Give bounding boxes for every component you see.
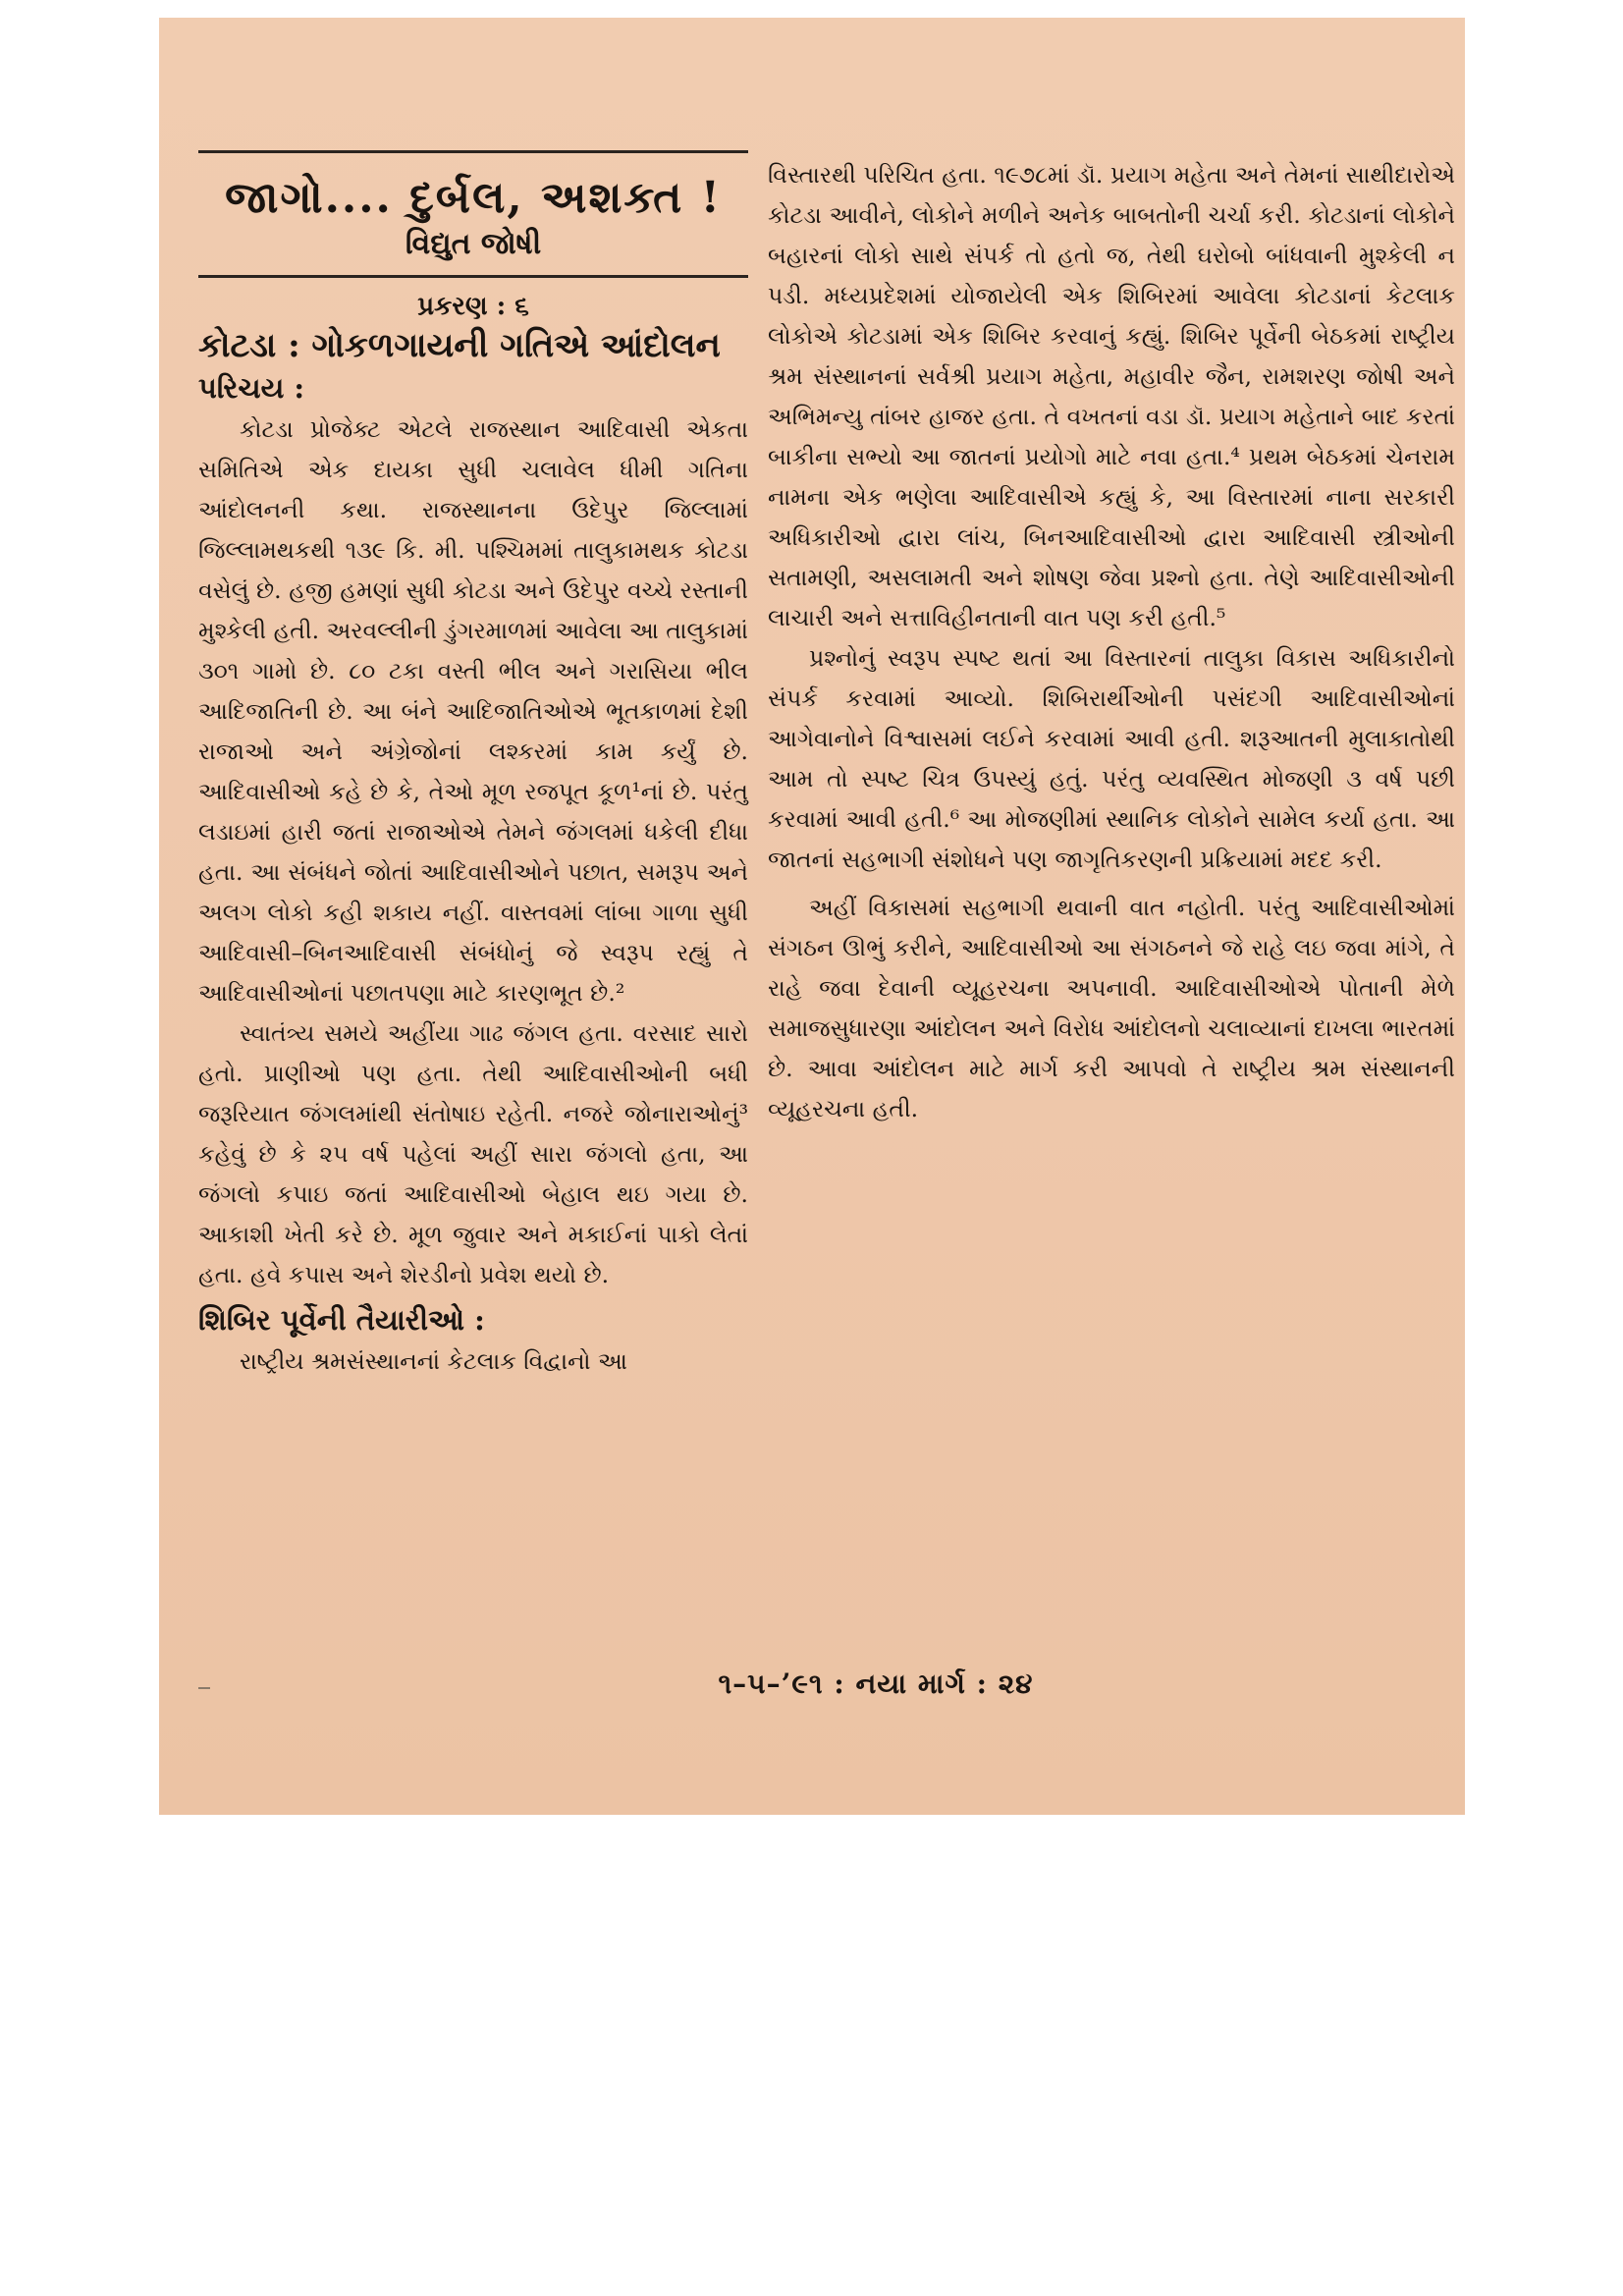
prep-heading: શિબિર પૂર્વેની તૈયારીઓ :: [198, 1303, 485, 1337]
article-author: વિદ્યુત જોષી: [405, 227, 542, 261]
chapter-subtitle: કોટડા : ગોકળગાયની ગતિએ આંદોલન: [198, 326, 721, 365]
scan-mark: [198, 1687, 210, 1689]
chapter-label: પ્રકરણ : ૬: [417, 292, 529, 321]
top-rule: [198, 150, 748, 153]
right-column: [768, 155, 1455, 1129]
left-column: [198, 150, 748, 1382]
left-paragraph-1: કોટડા પ્રોજેક્ટ એટલે રાજસ્થાન આદિવાસી એકતા સમિતિએ એક દાયકા સુધી ચલાવેલ ધીમી ગતિના આંદોલનની કથા. રાજસ્થાનના ઉદેપુર જિલ્લામાં જિલ્લામથકથી ૧૩૯ કિ. મી. પશ્ચિમમાં તાલુકામથક કોટડા વસેલું છે. હજી હમણાં સુધી કોટડા અને ઉદેપુર વચ્ચે રસ્તાની મુશ્કેલી હતી. અરવલ્લીની ડુંગરમાળમાં આવેલા આ તાલુકામાં ૩૦૧ ગામો છે. ૮૦ ટકા વસ્તી ભીલ અને ગરાસિયા ભીલ આદિજાતિની છે. આ બંને આદિજાતિઓએ ભૂતકાળમાં દેશી રાજાઓ અને અંગ્રેજોનાં લશ્કરમાં કામ કર્યું છે. આદિવાસીઓ કહે છે કે, તેઓ મૂળ રજપૂત કૂળ¹નાં છે. પરંતુ લડાઇમાં હારી જતાં રાજાઓએ તેમને જંગલમાં ધકેલી દીધા હતા. આ સંબંધને જોતાં આદિવાસીઓને પછાત, સમરૂપ અને અલગ લોકો કહી શકાય નહીં. વાસ્તવમાં લાંબા ગાળા સુધી આદિવાસી–બિનઆદિવાસી સંબંધોનું જે સ્વરૂપ રહ્યું તે આદિવાસીઓનાં પછાતપણા માટે કારણભૂત છે.²: [198, 415, 748, 1007]
page-sheet: [159, 18, 1465, 1815]
right-paragraph-2: પ્રશ્નોનું સ્વરૂપ સ્પષ્ટ થતાં આ વિસ્તારનાં તાલુકા વિકાસ અધિકારીનો સંપર્ક કરવામાં આવ્યો. શિબિરાર્થીઓની પસંદગી આદિવાસીઓનાં આગેવાનોને વિશ્વાસમાં લઈને કરવામાં આવી હતી. શરૂઆતની મુલાકાતોથી આમ તો સ્પષ્ટ ચિત્ર ઉપસ્યું હતું. પરંતુ વ્યવસ્થિત મોજણી ૩ વર્ષ પછી કરવામાં આવી હતી.⁶ આ મોજણીમાં સ્થાનિક લોકોને સામેલ કર્યા હતા. આ જાતનાં સહભાગી સંશોધને પણ જાગૃતિકરણની પ્રક્રિયામાં મદદ કરી.: [768, 644, 1455, 873]
title-rule: [198, 275, 748, 278]
page-footer: ૧–૫–’૯૧ : નયા માર્ગ : ૨૪: [718, 1667, 1034, 1700]
left-paragraph-2: સ્વાતંત્ર્ય સમયે અહીંયા ગાઢ જંગલ હતા. વરસાદ સારો હતો. પ્રાણીઓ પણ હતા. તેથી આદિવાસીઓની બધી જરૂરિયાત જંગલમાંથી સંતોષાઇ રહેતી. નજરે જોનારાઓનું³ કહેવું છે કે ૨૫ વર્ષ પહેલાં અહીં સારા જંગલો હતા, આ જંગલો કપાઇ જતાં આદિવાસીઓ બેહાલ થઇ ગયા છે. આકાશી ખેતી કરે છે. મૂળ જુવાર અને મકાઈનાં પાકો લેતાં હતા. હવે કપાસ અને શેરડીનો પ્રવેશ થયો છે.: [198, 1019, 748, 1288]
prep-lead-paragraph: રાષ્ટ્રીય શ્રમસંસ્થાનનાં કેટલાક વિદ્વાનો આ: [240, 1347, 627, 1375]
right-paragraph-1: વિસ્તારથી પરિચિત હતા. ૧૯૭૮માં ડૉ. પ્રયાગ મહેતા અને તેમનાં સાથીદારોએ કોટડા આવીને, લોકોને મળીને અનેક બાબતોની ચર્ચા કરી. કોટડાનાં લોકોને બહારનાં લોકો સાથે સંપર્ક તો હતો જ, તેથી ઘરોબો બાંધવાની મુશ્કેલી ન પડી. મધ્યપ્રદેશમાં યોજાયેલી એક શિબિરમાં આવેલા કોટડાનાં કેટલાક લોકોએ કોટડામાં એક શિબિર કરવાનું કહ્યું. શિબિર પૂર્વેની બેઠકમાં રાષ્ટ્રીય શ્રમ સંસ્થાનનાં સર્વશ્રી પ્રયાગ મહેતા, મહાવીર જૈન, રામશરણ જોષી અને અભિમન્યુ તાંબર હાજર હતા. તે વખતનાં વડા ડૉ. પ્રયાગ મહેતાને બાદ કરતાં બાકીના સભ્યો આ જાતનાં પ્રયોગો માટે નવા હતા.⁴ પ્રથમ બેઠકમાં ચેનરામ નામના એક ભણેલા આદિવાસીએ કહ્યું કે, આ વિસ્તારમાં નાના સરકારી અધિકારીઓ દ્વારા લાંચ, બિનઆદિવાસીઓ દ્વારા આદિવાસી સ્ત્રીઓની સતામણી, અસલામતી અને શોષણ જેવા પ્રશ્નો હતા. તેણે આદિવાસીઓની લાચારી અને સત્તાવિહીનતાની વાત પણ કરી હતી.⁵: [768, 161, 1455, 631]
article-title: જાગો.... દુર્બલ, અશક્ત !: [225, 173, 722, 223]
right-paragraph-3: અહીં વિકાસમાં સહભાગી થવાની વાત નહોતી. પરંતુ આદિવાસીઓમાં સંગઠન ઊભું કરીને, આદિવાસીઓ આ સંગઠનને જે રાહે લઇ જવા માંગે, તે રાહે જવા દેવાની વ્યૂહરચના અપનાવી. આદિવાસીઓએ પોતાની મેળે સમાજસુધારણા આંદોલન અને વિરોધ આંદોલનો ચલાવ્યાનાં દાખલા ભારતમાં છે. આવા આંદોલન માટે માર્ગ કરી આપવો તે રાષ્ટ્રીય શ્રમ સંસ્થાનની વ્યૂહરચના હતી.: [768, 894, 1455, 1122]
intro-heading: પરિચય :: [198, 371, 305, 405]
